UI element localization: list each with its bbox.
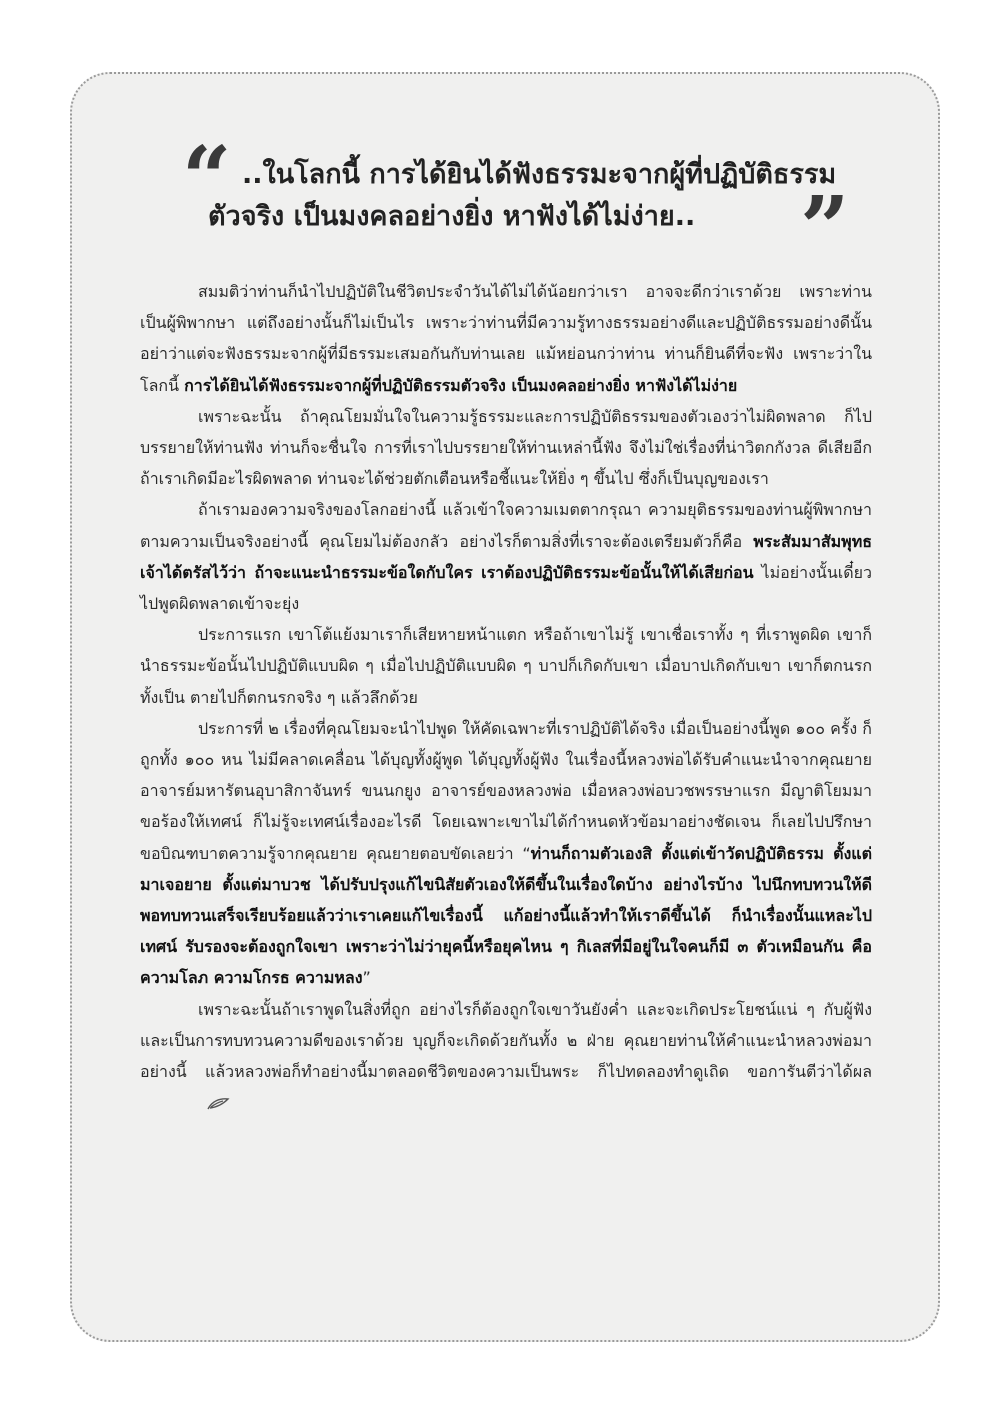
pull-quote [120,128,860,279]
paragraph-1: สมมติว่าท่านก็นำไปปฏิบัติในชีวิตประจำวันได้ไม่ได้น้อยกว่าเรา อาจจะดีกว่าเราด้วย เพราะท่านเป็นผู้พิพากษา แต่ถึงอย่างนั้นก็ไม่เป็นไร เพราะว่าท่านที่มีความรู้ทางธรรมอย่างดีและปฏิบัติธรรมอย่างดีนั้น อย่าว่าแต่จะฟังธรรมะจากผู้ที่มีธรรมะเสมอกันกับท่านเลย แม้หย่อนกว่าท่าน ท่านก็ยินดีที่จะฟัง เพราะว่าในโลกนี้ การได้ยินได้ฟังธรรมะจากผู้ที่ปฏิบัติธรรมตัวจริง เป็นมงคลอย่างยิ่ง หาฟังได้ไม่ง่าย [140,282,872,395]
paragraph-4: ประการแรก เขาโต้แย้งมาเราก็เสียหายหน้าแตก หรือถ้าเขาไม่รู้ เขาเชื่อเราทั้ง ๆ ที่เราพูดผิด เขาก็นำธรรมะข้อนั้นไปปฏิบัติแบบผิด ๆ เมื่อไปปฏิบัติแบบผิด ๆ บาปก็เกิดกับเขา เมื่อบาปเกิดกับเขา เขาก็ตกนรกทั้งเป็น ตายไปก็ตกนรกจริง ๆ แล้วลึกด้วย [140,625,872,707]
article-body [140,276,872,1121]
emphasis: การได้ยินได้ฟังธรรมะจากผู้ที่ปฏิบัติธรรมตัวจริง เป็นมงคลอย่างยิ่ง หาฟังได้ไม่ง่าย [184,375,738,395]
paragraph-3: ถ้าเรามองความจริงของโลกอย่างนี้ แล้วเข้าใจความเมตตากรุณา ความยุติธรรมของท่านผู้พิพากษาตามความเป็นจริงอย่างนี้ คุณโยมไม่ต้องกลัว อย่างไรก็ตามสิ่งที่เราจะต้องเตรียมตัวก็คือ พระสัมมาสัมพุทธเจ้าได้ตรัสไว้ว่า ถ้าจะแนะนำธรรมะข้อใดกับใคร เราต้องปฏิบัติธรรมะข้อนั้นให้ได้เสียก่อน ไม่อย่างนั้นเดี๋ยวไปพูดผิดพลาดเข้าจะยุ่ง [140,500,872,614]
open-quote-mark: “ [182,128,232,229]
pull-quote-line-1: ..ในโลกนี้ การได้ยินได้ฟังธรรมะจากผู้ที่ปฏิบัติธรรม [242,159,837,190]
emphasis: พระสัมมาสัมพุทธเจ้าได้ตรัสไว้ว่า ถ้าจะแนะนำธรรมะข้อใดกับใคร เราต้องปฏิบัติธรรมะข้อนั้นให้ได้เสียก่อน [140,531,872,582]
leaf-feather-icon [148,1090,230,1121]
paragraph-5: ประการที่ ๒ เรื่องที่คุณโยมจะนำไปพูด ให้คัดเฉพาะที่เราปฏิบัติได้จริง เมื่อเป็นอย่างนี้พูด ๑๐๐ ครั้ง ก็ถูกทั้ง ๑๐๐ หน ไม่มีคลาดเคลื่อน ได้บุญทั้งผู้พูด ได้บุญทั้งผู้ฟัง ในเรื่องนี้หลวงพ่อได้รับคำแนะนำจากคุณยายอาจารย์มหารัตนอุบาสิกาจันทร์ ขนนกยูง อาจารย์ของหลวงพ่อ เมื่อหลวงพ่อบวชพรรษาแรก มีญาติโยมมาขอร้องให้เทศน์ ก็ไม่รู้จะเทศน์เรื่องอะไรดี โดยเฉพาะเขาไม่ได้กำหนดหัวข้อมาอย่างชัดเจน ก็เลยไปปรึกษาขอบิณฑบาตความรู้จากคุณยาย คุณยายตอบขัดเลยว่า “ท่านก็ถามตัวเองสิ ตั้งแต่เข้าวัดปฏิบัติธรรม ตั้งแต่มาเจอยาย ตั้งแต่มาบวช ได้ปรับปรุงแก้ไขนิสัยตัวเองให้ดีขึ้นในเรื่องใดบ้าง อย่างไรบ้าง ไปนึกทบทวนให้ดี พอทบทวนเสร็จเรียบร้อยแล้วว่าเราเคยแก้ไขเรื่องนี้ แก้อย่างนี้แล้วทำให้เราดีขึ้นได้ ก็นำเรื่องนั้นแหละไปเทศน์ รับรองจะต้องถูกใจเขา เพราะว่าไม่ว่ายุคนี้หรือยุคไหน ๆ กิเลสที่มีอยู่ในใจคนก็มี ๓ ตัวเหมือนกัน คือ ความโลภ ความโกรธ ความหลง” [140,718,872,988]
paragraph-2: เพราะฉะนั้น ถ้าคุณโยมมั่นใจในความรู้ธรรมะและการปฏิบัติธรรมของตัวเองว่าไม่ผิดพลาด ก็ไปบรรยายให้ท่านฟัง ท่านก็จะชื่นใจ การที่เราไปบรรยายให้ท่านเหล่านี้ฟัง จึงไม่ใช่เรื่องที่น่าวิตกกังวล ดีเสียอีก ถ้าเราเกิดมีอะไรผิดพลาด ท่านจะได้ช่วยตักเตือนหรือชี้แนะให้ยิ่ง ๆ ขึ้นไป ซึ่งก็เป็นบุญของเรา [140,406,872,489]
pull-quote-line-2: ตัวจริง เป็นมงคลอย่างยิ่ง หาฟังได้ไม่ง่าย.. [208,201,696,232]
paragraph-6: เพราะฉะนั้นถ้าเราพูดในสิ่งที่ถูก อย่างไรก็ต้องถูกใจเขาวันยังค่ำ และจะเกิดประโยชน์แน่ ๆ กับผู้ฟัง และเป็นการทบทวนความดีของเราด้วย บุญก็จะเกิดด้วยกันทั้ง ๒ ฝ่าย คุณยายท่านให้คำแนะนำหลวงพ่อมาอย่างนี้ แล้วหลวงพ่อก็ทำอย่างนี้มาตลอดชีวิตของความเป็นพระ ก็ไปทดลองทำดูเถิด ขอการันตีว่าได้ผล [140,994,872,1122]
close-quote-mark: ” [800,178,850,279]
emphasis: ท่านก็ถามตัวเองสิ ตั้งแต่เข้าวัดปฏิบัติธรรม ตั้งแต่มาเจอยาย ตั้งแต่มาบวช ได้ปรับปรุงแก้ไขนิสัยตัวเองให้ดีขึ้นในเรื่องใดบ้าง อย่างไรบ้าง ไปนึกทบทวนให้ดี พอทบทวนเสร็จเรียบร้อยแล้วว่าเราเคยแก้ไขเรื่องนี้ แก้อย่างนี้แล้วทำให้เราดีขึ้นได้ ก็นำเรื่องนั้นแหละไปเทศน์ รับรองจะต้องถูกใจเขา เพราะว่าไม่ว่ายุคนี้หรือยุคไหน ๆ กิเลสที่มีอยู่ในใจคนก็มี ๓ ตัวเหมือนกัน คือ ความโลภ ความโกรธ ความหลง [140,843,872,988]
